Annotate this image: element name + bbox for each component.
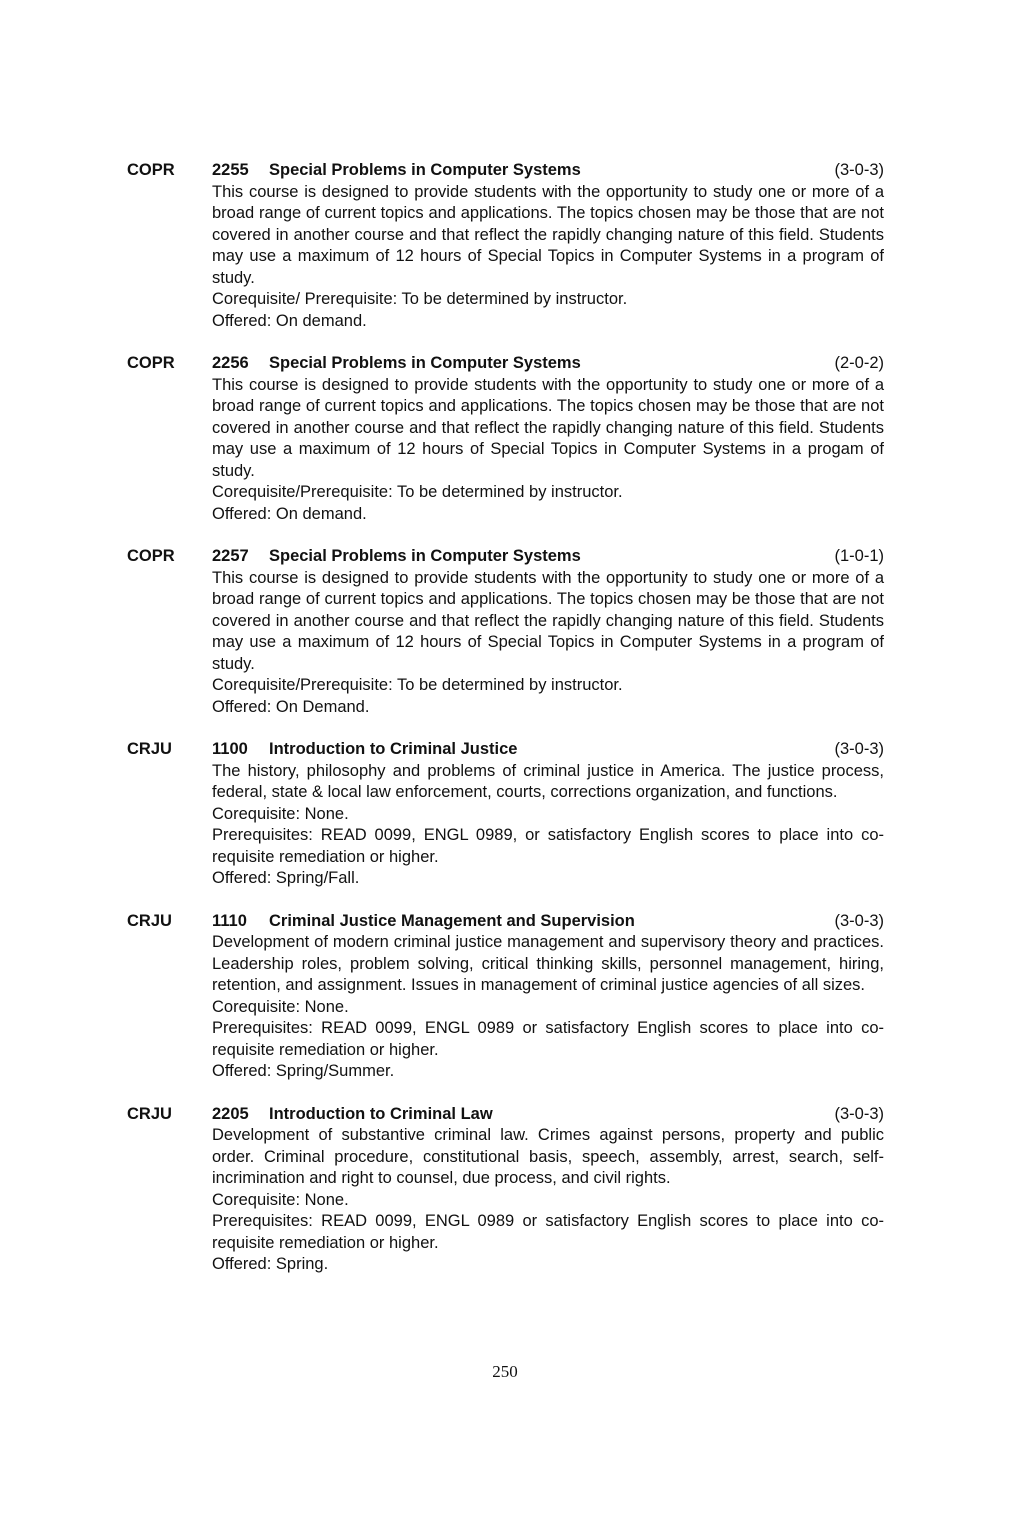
course-title: Special Problems in Computer Systems <box>269 547 581 565</box>
course-header <box>127 1104 884 1126</box>
course-prerequisites: Prerequisites: READ 0099, ENGL 0989, or satisfactory English scores to place into co-requisite remediation or higher. <box>212 826 884 866</box>
course-title: Special Problems in Computer Systems <box>269 161 581 179</box>
course-description: This course is designed to provide students with the opportunity to study one or more of a broad range of current topics and applications. The topics chosen may be those that are not covered in another course and that reflect the rapidly changing nature of this field. Students may use a maximum of 12 hours of Special Topics in Computer Systems in a progam of study. <box>212 375 884 480</box>
course-prefix: COPR <box>127 547 175 565</box>
course-requisite: Corequisite/Prerequisite: To be determined by instructor. <box>212 483 623 501</box>
course-description: This course is designed to provide students with the opportunity to study one or more of a broad range of current topics and applications. The topics chosen may be those that are not covered in another course and that reflect the rapidly changing nature of this field. Students may use a maximum of 12 hours of Special Topics in Computer Systems in a program of study. <box>212 182 884 287</box>
course-body <box>212 375 884 526</box>
course-list <box>127 160 884 1297</box>
course-header <box>127 911 884 933</box>
course-credits: (1-0-1) <box>834 547 884 565</box>
course-offered: Offered: On demand. <box>212 504 367 523</box>
course-body <box>212 761 884 890</box>
course-credits: (3-0-3) <box>834 161 884 179</box>
course-title: Special Problems in Computer Systems <box>269 354 581 372</box>
course-credits: (3-0-3) <box>834 740 884 758</box>
course-credits: (3-0-3) <box>834 1104 884 1123</box>
course-title: Introduction to Criminal Law <box>269 1104 493 1123</box>
course-number: 1100 <box>212 740 248 758</box>
course-number: 2256 <box>212 354 249 372</box>
course-number: 2255 <box>212 161 249 179</box>
course-credits: (2-0-2) <box>834 354 884 372</box>
course-entry <box>127 911 884 1083</box>
course-offered: Offered: On Demand. <box>212 697 370 716</box>
course-corequisite: Corequisite: None. <box>212 804 349 823</box>
course-prefix: CRJU <box>127 911 172 930</box>
course-number: 2257 <box>212 547 249 565</box>
course-requisite: Corequisite/Prerequisite: To be determined by instructor. <box>212 676 623 694</box>
course-entry <box>127 546 884 718</box>
course-description: The history, philosophy and problems of criminal justice in America. The justice process, federal, state & local law enforcement, courts, corrections organization, and functions. <box>212 761 884 801</box>
page-number: 250 <box>492 1362 518 1381</box>
course-requisite: Corequisite/ Prerequisite: To be determined by instructor. <box>212 290 628 308</box>
course-entry <box>127 160 884 332</box>
course-body <box>212 932 884 1083</box>
course-offered: Offered: Spring/Fall. <box>212 869 360 887</box>
course-body <box>212 1125 884 1276</box>
course-offered: Offered: On demand. <box>212 311 367 330</box>
course-header <box>127 353 884 375</box>
course-entry <box>127 353 884 525</box>
course-offered: Offered: Spring. <box>212 1255 329 1273</box>
course-body <box>212 568 884 719</box>
course-prefix: CRJU <box>127 1104 172 1123</box>
course-title: Criminal Justice Management and Supervision <box>269 911 635 930</box>
course-prerequisites: Prerequisites: READ 0099, ENGL 0989 or satisfactory English scores to place into co-requisite remediation or higher. <box>212 1019 884 1059</box>
course-entry <box>127 739 884 890</box>
course-header <box>127 160 884 182</box>
course-prefix: COPR <box>127 354 175 372</box>
course-header <box>127 739 884 761</box>
course-offered: Offered: Spring/Summer. <box>212 1062 395 1080</box>
course-corequisite: Corequisite: None. <box>212 997 349 1016</box>
course-description: Development of modern criminal justice management and supervisory theory and practices. Leadership roles, problem solving, critical thinking skills, personnel management, hiring, retention, and assignment. Issues in management of criminal justice agencies of all sizes. <box>212 933 884 994</box>
course-prefix: COPR <box>127 161 175 179</box>
course-prefix: CRJU <box>127 740 172 758</box>
course-description: This course is designed to provide students with the opportunity to study one or more of a broad range of current topics and applications. The topics chosen may be those that are not covered in another course and that reflect the rapidly changing nature of this field. Students may use a maximum of 12 hours of Special Topics in Computer Systems in a program of study. <box>212 568 884 673</box>
course-number: 2205 <box>212 1104 249 1123</box>
course-credits: (3-0-3) <box>834 911 884 930</box>
course-number: 1110 <box>212 911 247 930</box>
course-prerequisites: Prerequisites: READ 0099, ENGL 0989 or satisfactory English scores to place into co-requisite remediation or higher. <box>212 1212 884 1252</box>
course-title: Introduction to Criminal Justice <box>269 740 518 758</box>
course-description: Development of substantive criminal law. Crimes against persons, property and public order. Criminal procedure, constitutional basis, speech, assembly, arrest, search, self-incrimination and right to counsel, due process, and civil rights. <box>212 1126 884 1187</box>
course-header <box>127 546 884 568</box>
course-body <box>212 182 884 333</box>
course-entry <box>127 1104 884 1276</box>
course-corequisite: Corequisite: None. <box>212 1190 349 1209</box>
